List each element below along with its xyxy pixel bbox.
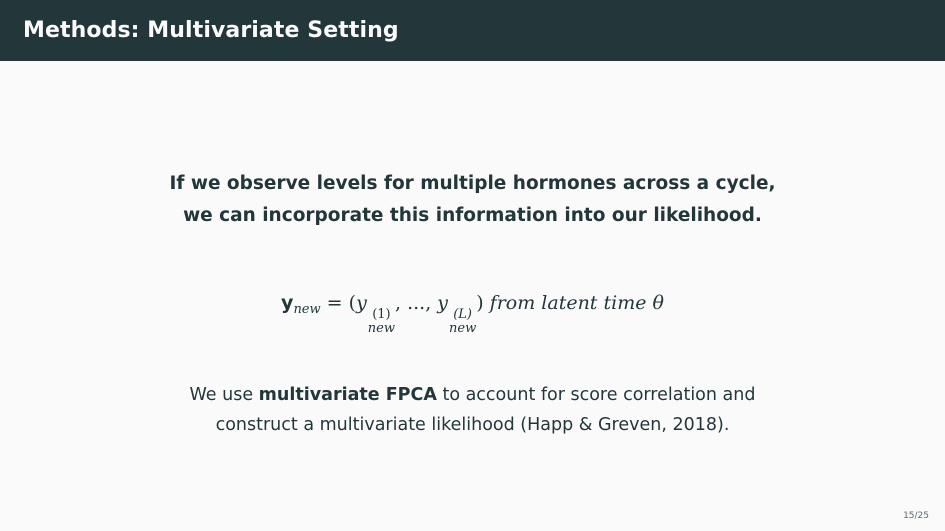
formula-from-text: from latent time θ: [483, 292, 664, 314]
formula-close: ): [476, 292, 484, 314]
body-bold: multivariate FPCA: [258, 385, 437, 405]
body-text: [0, 380, 945, 440]
lead-line-1: If we observe levels for multiple hormones across a cycle,: [169, 173, 776, 194]
formula-y1-sub: new: [367, 321, 395, 336]
formula-dots: , ...,: [395, 292, 438, 314]
body-line-1: [0, 380, 945, 410]
slide-title: Methods: Multivariate Setting: [23, 18, 399, 43]
lead-statement: [0, 168, 945, 232]
formula-yL-sup: (L): [453, 307, 472, 322]
body-line-2: construct a multivariate likelihood (Happ & Greven, 2018).: [215, 415, 730, 435]
formula-yL: y: [437, 292, 449, 314]
formula-y1: y: [356, 292, 367, 314]
body-post: to account for score correlation and: [436, 385, 756, 405]
formula-yL-sub: new: [449, 321, 477, 336]
body-pre: We use: [189, 385, 259, 405]
formula-y-bold: y: [281, 292, 294, 314]
formula: [0, 292, 945, 336]
formula-equals: = (: [320, 292, 357, 314]
formula-y-sub: new: [293, 302, 321, 317]
lead-line-2: we can incorporate this information into our likelihood.: [183, 205, 762, 226]
formula-y1-sup: (1): [372, 307, 391, 322]
slide-header: [0, 0, 945, 61]
page-number: 15/25: [903, 511, 929, 521]
